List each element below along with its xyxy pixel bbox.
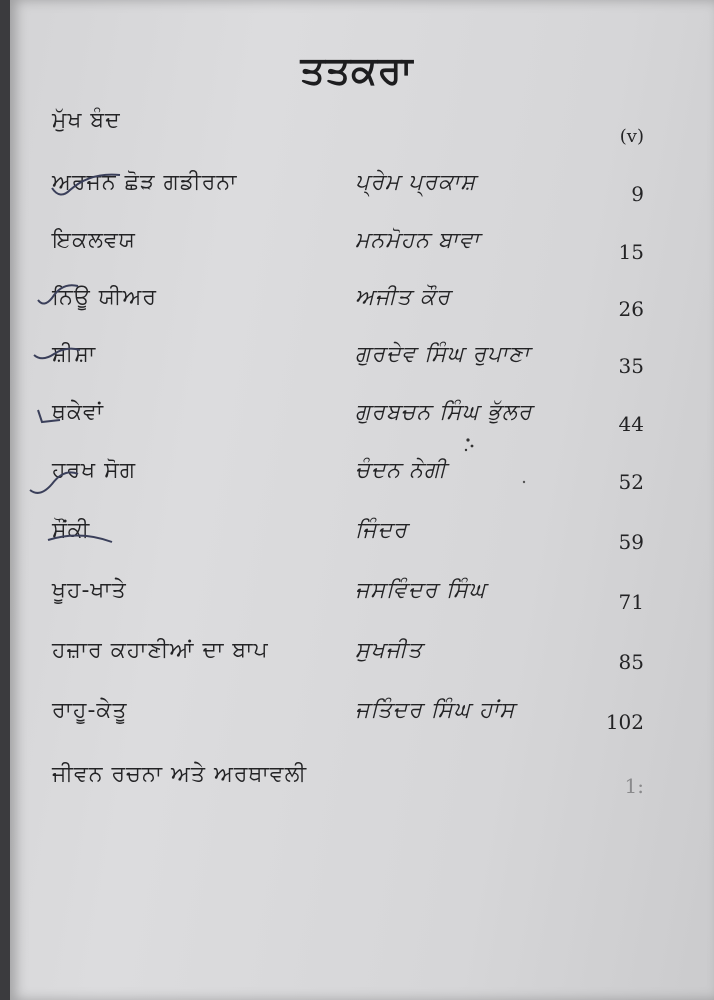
toc-title: ਸ਼ੀਸ਼ਾ [52,342,97,367]
toc-page: 35 [618,354,644,378]
toc-row [0,518,714,564]
toc-row [0,578,714,624]
toc-author: ਗੁਰਬਚਨ ਸਿੰਘ ਭੁੱਲਰ [355,400,533,425]
toc-row [0,342,714,388]
toc-title: ਹਜ਼ਾਰ ਕਹਾਣੀਆਂ ਦਾ ਬਾਪ [52,638,269,663]
toc-title: ਅਰਜਨ ਛੋੜ ਗਡੀਰਨਾ [52,170,238,195]
toc-title: ਥਕੇਵਾਂ [52,400,104,425]
toc-title: ਇਕਲਵਯ [52,228,136,253]
toc-row [0,762,714,808]
toc-title: ਨਿਊ ਯੀਅਰ [52,285,158,310]
toc-author: ਗੁਰਦੇਵ ਸਿੰਘ ਰੁਪਾਣਾ [355,342,531,367]
toc-author: ਮਨਮੋਹਨ ਬਾਵਾ [355,228,481,253]
toc-page: 44 [618,412,644,436]
toc-row [0,458,714,504]
toc-author: ਜਿੰਦਰ [355,518,408,543]
toc-row [0,170,714,216]
toc-author: ਚੰਦਨ ਨੇਗੀ [355,458,447,483]
toc-row [0,400,714,446]
toc-page: 15 [618,240,644,264]
toc-title: ਜੀਵਨ ਰਚਨਾ ਅਤੇ ਅਰਥਾਵਲੀ [52,762,308,787]
toc-title: ਖੂਹ-ਖਾਤੇ [52,578,127,603]
toc-title: ਰਾਹੂ-ਕੇਤੂ [52,698,128,723]
toc-title: ਸੌਂਕੀ [52,518,91,543]
toc-page: 1: [624,774,644,798]
toc-page: (v) [619,126,644,147]
toc-row [0,285,714,331]
toc-page: 9 [631,182,644,206]
toc-author: ਅਜੀਤ ਕੌਰ [355,285,451,310]
toc-page: 52 [618,470,644,494]
toc-page: 26 [618,297,644,321]
toc-page: 102 [605,710,644,734]
toc-title: ਮੁੱਖ ਬੰਦ [52,108,121,133]
toc-author: ਪ੍ਰੇਮ ਪ੍ਰਕਾਸ਼ [355,170,477,195]
toc-page: 85 [618,650,644,674]
toc-author: ਜਸਵਿੰਦਰ ਸਿੰਘ [355,578,487,603]
toc-row [0,638,714,684]
toc-row [0,228,714,274]
toc-row [0,108,714,154]
page-title: ਤਤਕਰਾ [300,48,414,92]
toc-author: ਸੁਖਜੀਤ [355,638,423,663]
toc-page: 71 [618,590,644,614]
toc-title: ਹਰਖ ਸੋਗ [52,458,137,483]
toc-page: 59 [618,530,644,554]
toc-row [0,698,714,744]
toc-author: ਜਤਿੰਦਰ ਸਿੰਘ ਹਾਂਸ [355,698,516,723]
